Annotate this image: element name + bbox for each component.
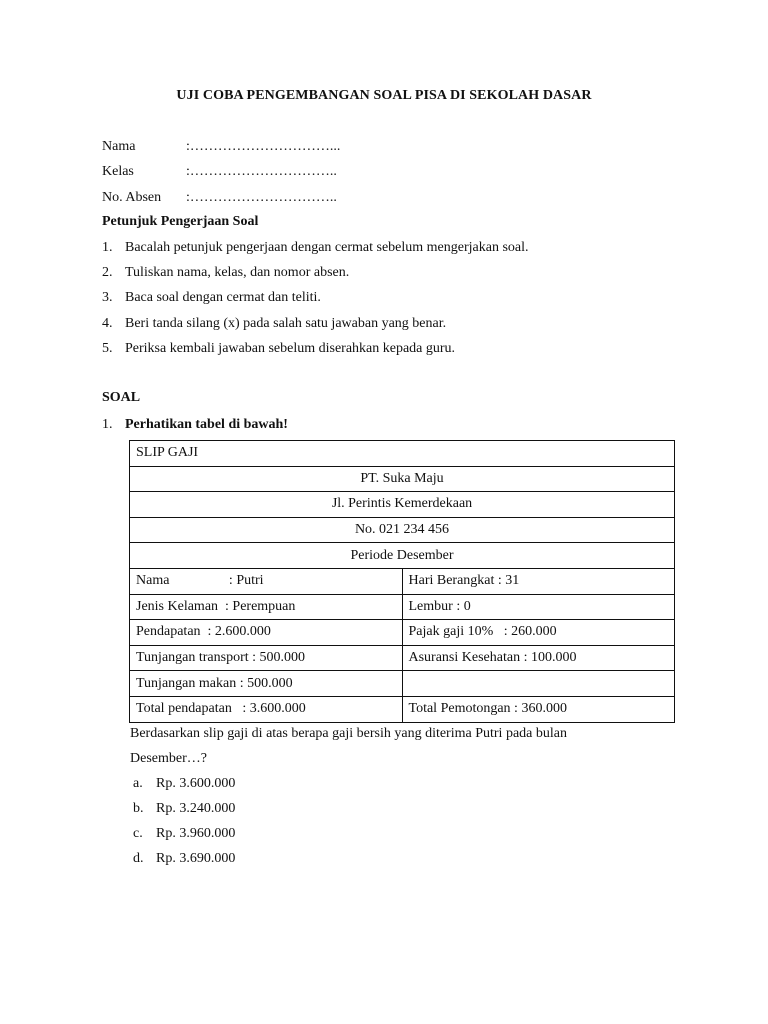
- option-text: Rp. 3.960.000: [156, 826, 236, 841]
- table-row: [130, 466, 675, 492]
- slip-cell-right: Lembur : 0: [402, 594, 675, 620]
- option-text: Rp. 3.240.000: [156, 801, 236, 816]
- option-letter: d.: [133, 851, 144, 866]
- question-number: 1.: [102, 417, 113, 432]
- instruction-number: 1.: [102, 240, 113, 255]
- table-row: [130, 645, 675, 671]
- instruction-number: 4.: [102, 316, 113, 331]
- slip-phone: No. 021 234 456: [130, 517, 675, 543]
- slip-cell-right: [402, 671, 675, 697]
- identity-label: Kelas: [102, 164, 134, 179]
- option-text: Rp. 3.600.000: [156, 776, 236, 791]
- instruction-number: 2.: [102, 265, 113, 280]
- identity-value: :…………………………...: [186, 139, 341, 154]
- slip-cell-left: Jenis Kelaman : Perempuan: [130, 594, 403, 620]
- slip-cell-right: Pajak gaji 10% : 260.000: [402, 620, 675, 646]
- identity-label: No. Absen: [102, 190, 162, 205]
- slip-cell-right: Total Pemotongan : 360.000: [402, 696, 675, 722]
- slip-header: SLIP GAJI: [130, 441, 675, 467]
- table-row: [130, 492, 675, 518]
- table-row: [130, 543, 675, 569]
- instruction-number: 5.: [102, 341, 113, 356]
- option-letter: b.: [133, 801, 144, 816]
- table-row: [130, 671, 675, 697]
- document-title: UJI COBA PENGEMBANGAN SOAL PISA DI SEKOLAH DASAR: [176, 88, 592, 103]
- slip-cell-left: Pendapatan : 2.600.000: [130, 620, 403, 646]
- table-row: [130, 620, 675, 646]
- slip-cell-left: Nama : Putri: [130, 568, 403, 594]
- slip-period: Periode Desember: [130, 543, 675, 569]
- option-text: Rp. 3.690.000: [156, 851, 236, 866]
- table-row: [130, 517, 675, 543]
- slip-address: Jl. Perintis Kemerdekaan: [130, 492, 675, 518]
- instructions-heading: Petunjuk Pengerjaan Soal: [102, 214, 259, 229]
- table-row: [130, 594, 675, 620]
- soal-heading: SOAL: [102, 390, 141, 405]
- identity-value: :…………………………..: [186, 164, 337, 179]
- slip-cell-left: Tunjangan transport : 500.000: [130, 645, 403, 671]
- table-row: [130, 568, 675, 594]
- salary-slip-table: [129, 440, 675, 723]
- table-row: [130, 696, 675, 722]
- option-letter: c.: [133, 826, 143, 841]
- slip-cell-left: Total pendapatan : 3.600.000: [130, 696, 403, 722]
- slip-cell-right: Hari Berangkat : 31: [402, 568, 675, 594]
- instruction-text: Periksa kembali jawaban sebelum diserahkan kepada guru.: [125, 341, 456, 356]
- table-row: [130, 441, 675, 467]
- instruction-text: Tuliskan nama, kelas, dan nomor absen.: [125, 265, 350, 280]
- instruction-text: Beri tanda silang (x) pada salah satu jawaban yang benar.: [125, 316, 447, 331]
- slip-cell-left: Tunjangan makan : 500.000: [130, 671, 403, 697]
- identity-value: :…………………………..: [186, 190, 337, 205]
- identity-label: Nama: [102, 139, 136, 154]
- question-title: Perhatikan tabel di bawah!: [125, 417, 288, 432]
- slip-company: PT. Suka Maju: [130, 466, 675, 492]
- instruction-text: Baca soal dengan cermat dan teliti.: [125, 290, 321, 305]
- slip-cell-right: Asuransi Kesehatan : 100.000: [402, 645, 675, 671]
- question-prompt: Berdasarkan slip gaji di atas berapa gaji bersih yang diterima Putri pada bulan Desember…?: [130, 726, 567, 766]
- instruction-text: Bacalah petunjuk pengerjaan dengan cermat sebelum mengerjakan soal.: [125, 240, 529, 255]
- option-letter: a.: [133, 776, 143, 791]
- instruction-number: 3.: [102, 290, 113, 305]
